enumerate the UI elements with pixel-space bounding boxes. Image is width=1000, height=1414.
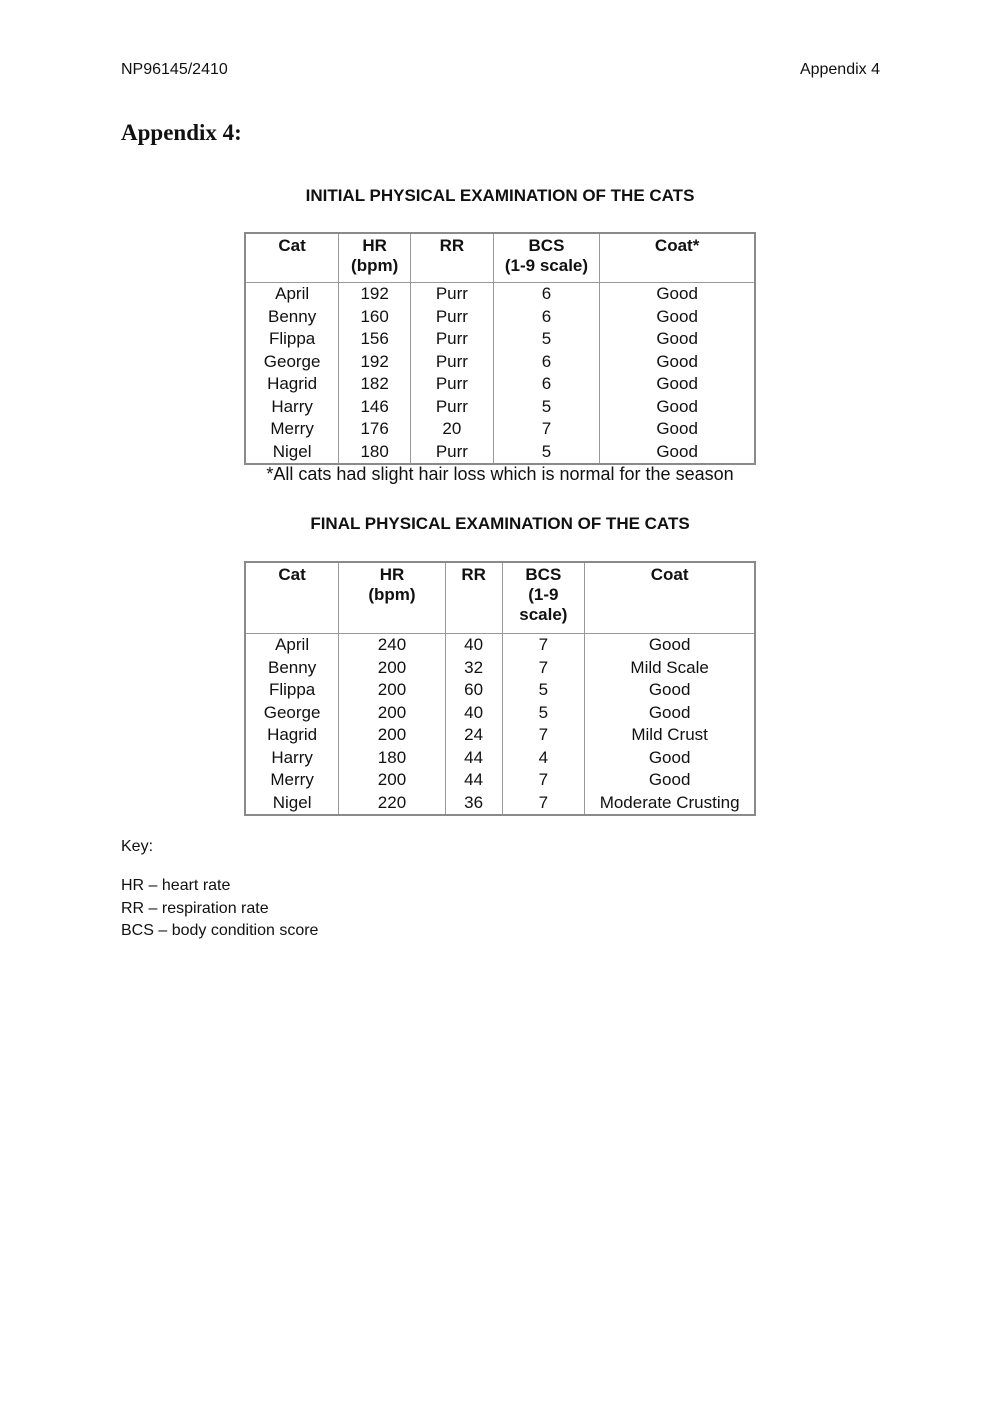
table-row: April 240 40 7 Good: [245, 634, 755, 657]
table-row: Merry 176 20 7 Good: [245, 418, 755, 441]
table-row: April 192 Purr 6 Good: [245, 283, 755, 306]
final-header-hr: HR (bpm): [339, 562, 446, 634]
key-item-bcs: BCS – body condition score: [121, 922, 319, 939]
table-row: Nigel 220 36 7 Moderate Crusting: [245, 792, 755, 816]
page-title: Appendix 4:: [121, 120, 242, 145]
final-header-bcs: BCS (1-9 scale): [502, 562, 585, 634]
table-row: Merry 200 44 7 Good: [245, 769, 755, 792]
table-row: Flippa 156 Purr 5 Good: [245, 328, 755, 351]
final-header-rr: RR: [445, 562, 502, 634]
table-row: Benny 160 Purr 6 Good: [245, 306, 755, 329]
initial-header-hr: HR (bpm): [339, 233, 411, 283]
table-row: Harry 146 Purr 5 Good: [245, 396, 755, 419]
final-exam-table: [244, 561, 756, 816]
initial-header-bcs: BCS (1-9 scale): [493, 233, 600, 283]
final-header-cat: Cat: [245, 562, 339, 634]
table-row: Hagrid 200 24 7 Mild Crust: [245, 724, 755, 747]
initial-header-cat: Cat: [245, 233, 339, 283]
initial-table-footnote: *All cats had slight hair loss which is normal for the season: [266, 464, 734, 484]
table-row: George 192 Purr 6 Good: [245, 351, 755, 374]
table-row: Nigel 180 Purr 5 Good: [245, 441, 755, 465]
key-item-hr: HR – heart rate: [121, 877, 231, 894]
initial-table-caption: INITIAL PHYSICAL EXAMINATION OF THE CATS: [305, 186, 695, 205]
initial-exam-table: [244, 232, 756, 465]
doc-reference: NP96145/2410: [121, 61, 228, 78]
final-header-coat: Coat: [585, 562, 755, 634]
table-row: George 200 40 5 Good: [245, 702, 755, 725]
initial-header-coat: Coat*: [600, 233, 755, 283]
table-row: Hagrid 182 Purr 6 Good: [245, 373, 755, 396]
table-row: Flippa 200 60 5 Good: [245, 679, 755, 702]
page-label: Appendix 4: [799, 61, 880, 78]
final-header-row: [245, 562, 755, 634]
final-table-caption: FINAL PHYSICAL EXAMINATION OF THE CATS: [310, 514, 690, 533]
table-row: Benny 200 32 7 Mild Scale: [245, 657, 755, 680]
initial-header-rr: RR: [411, 233, 494, 283]
key-label: Key:: [121, 838, 154, 855]
key-item-rr: RR – respiration rate: [121, 900, 269, 917]
initial-header-row: [245, 233, 755, 283]
table-row: Harry 180 44 4 Good: [245, 747, 755, 770]
